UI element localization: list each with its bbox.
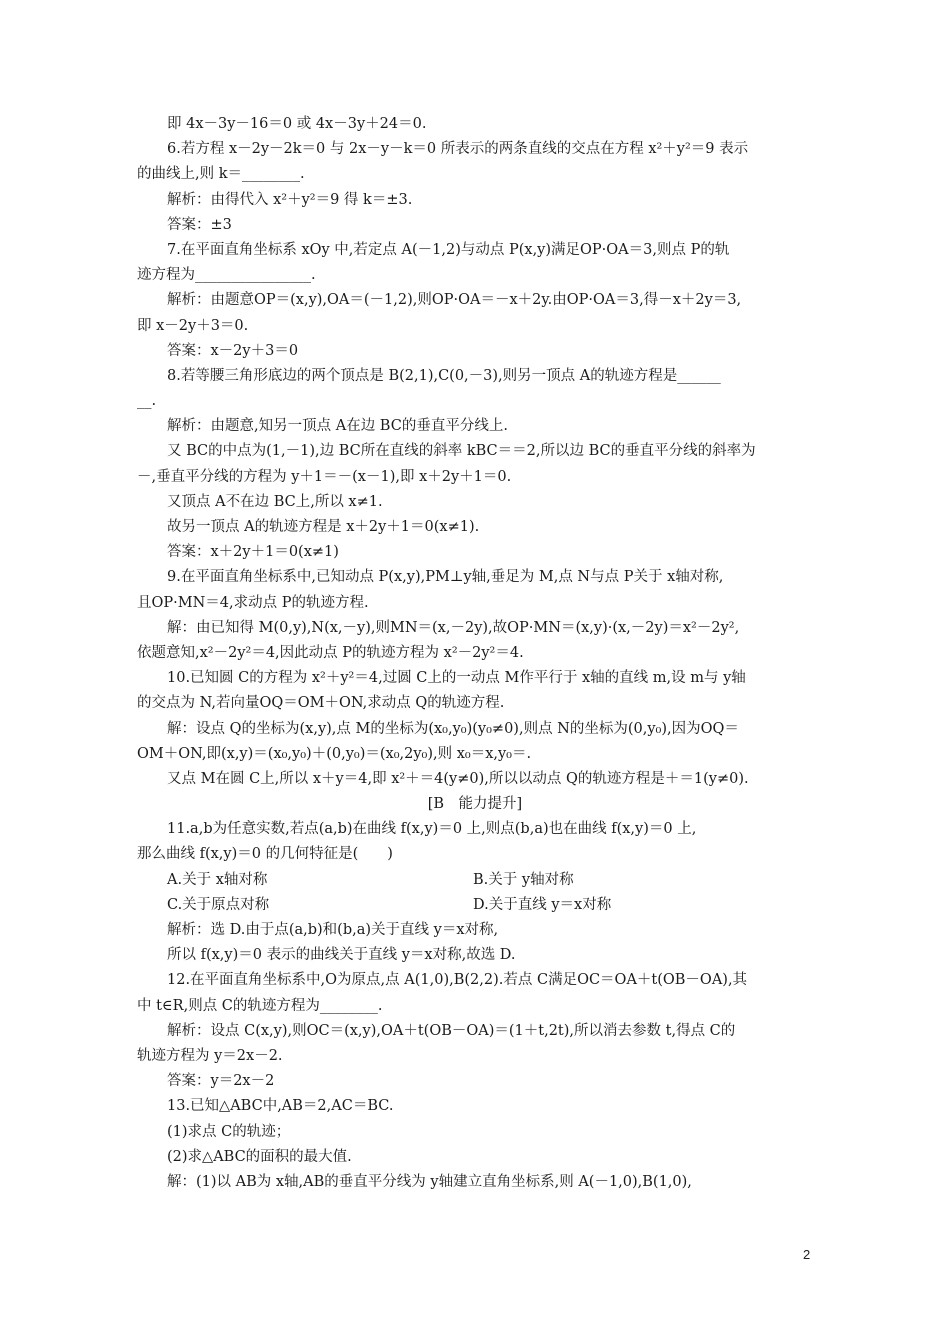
answer-choice: B.关于 y轴对称: [473, 871, 574, 888]
text-line: 解析：由题意OP＝(x,y),OA＝(－1,2),则OP·OA＝－x＋2y.由OP·OA＝3,得－x＋2y＝3,: [167, 292, 742, 309]
text-line: 解析：选 D.由于点(a,b)和(b,a)关于直线 y＝x对称,: [167, 922, 499, 938]
text-line: 解析：由得代入 x²＋y²＝9 得 k＝±3.: [167, 191, 413, 208]
text-line: 迹方程为________________.: [137, 267, 316, 284]
text-line: 答案：x－2y＋3＝0: [167, 342, 299, 359]
text-line: 依题意知,x²－2y²＝4,因此动点 P的轨迹方程为 x²－2y²＝4.: [137, 644, 524, 661]
document-page: [137, 112, 813, 1195]
answer-choices-row: [137, 868, 813, 893]
text-line: 7.在平面直角坐标系 xOy 中,若定点 A(－1,2)与动点 P(x,y)满足OP·OA＝3,则点 P的轨: [167, 241, 730, 258]
answer-choice: D.关于直线 y＝x对称: [473, 896, 612, 913]
text-line: 又点 M在圆 C上,所以 x＋y＝4,即 x²＋＝4(y≠0),所以以动点 Q的轨迹方程是＋＝1(y≠0).: [167, 770, 749, 787]
text-line: 即 4x－3y－16＝0 或 4x－3y＋24＝0.: [167, 116, 427, 132]
text-line: 中 t∈R,则点 C的轨迹方程为________.: [137, 997, 383, 1014]
text-line: 11.a,b为任意实数,若点(a,b)在曲线 f(x,y)＝0 上,则点(b,a)也在曲线 f(x,y)＝0 上,: [167, 821, 697, 838]
text-line: 那么曲线 f(x,y)＝0 的几何特征是( ): [137, 846, 393, 863]
text-line: 答案：x＋2y＋1＝0(x≠1): [167, 544, 339, 561]
text-line: 答案：±3: [167, 216, 232, 233]
text-line: (2)求△ABC的面积的最大值.: [167, 1148, 352, 1165]
text-line: 13.已知△ABC中,AB＝2,AC＝BC.: [167, 1098, 394, 1115]
text-line: －,垂直平分线的方程为 y＋1＝－(x－1),即 x＋2y＋1＝0.: [137, 468, 512, 485]
section-heading: [B 能力提升]: [427, 796, 523, 813]
text-line: 10.已知圆 C的方程为 x²＋y²＝4,过圆 C上的一动点 M作平行于 x轴的直线 m,设 m与 y轴: [167, 670, 746, 687]
text-line: __.: [137, 393, 157, 410]
text-line: 且OP·MN＝4,求动点 P的轨迹方程.: [137, 594, 369, 611]
text-line: 故另一顶点 A的轨迹方程是 x＋2y＋1＝0(x≠1).: [167, 519, 480, 535]
text-line: 所以 f(x,y)＝0 表示的曲线关于直线 y＝x对称,故选 D.: [167, 947, 516, 964]
text-line: 12.在平面直角坐标系中,O为原点,点 A(1,0),B(2,2).若点 C满足OC＝OA＋t(OB－OA),其: [167, 972, 748, 989]
answer-choices-row: [137, 893, 813, 918]
text-line: 解析：由题意,知另一顶点 A在边 BC的垂直平分线上.: [167, 418, 508, 435]
text-line: 9.在平面直角坐标系中,已知动点 P(x,y),PM⊥y轴,垂足为 M,点 N与点 P关于 x轴对称,: [167, 569, 724, 586]
text-line: 的交点为 N,若向量OQ＝OM＋ON,求动点 Q的轨迹方程.: [137, 695, 505, 712]
answer-choice: A.关于 x轴对称: [167, 871, 268, 888]
page-number: 2: [803, 1247, 811, 1262]
text-line: (1)求点 C的轨迹；: [167, 1123, 291, 1140]
text-line: 即 x－2y＋3＝0.: [137, 317, 249, 334]
text-line: 的曲线上,则 k＝________.: [137, 166, 305, 183]
text-line: 轨迹方程为 y＝2x－2.: [137, 1047, 283, 1064]
text-line: 解：由已知得 M(0,y),N(x,－y),则MN＝(x,－2y),故OP·MN＝(x,y)·(x,－2y)＝x²－2y²,: [167, 619, 740, 636]
answer-choice: C.关于原点对称: [167, 896, 270, 913]
text-line: 又顶点 A不在边 BC上,所以 x≠1.: [167, 493, 383, 510]
text-line: 解：(1)以 AB为 x轴,AB的垂直平分线为 y轴建立直角坐标系,则 A(－1,0),B(1,0),: [167, 1173, 692, 1190]
text-line: 答案：y＝2x－2: [167, 1073, 275, 1090]
text-line: 6.若方程 x－2y－2k＝0 与 2x－y－k＝0 所表示的两条直线的交点在方程 x²＋y²＝9 表示: [167, 141, 749, 158]
text-line: 8.若等腰三角形底边的两个顶点是 B(2,1),C(0,－3),则另一顶点 A的轨迹方程是______: [167, 367, 721, 384]
text-line: 解析：设点 C(x,y),则OC＝(x,y),OA＋t(OB－OA)＝(1＋t,2t),所以消去参数 t,得点 C的: [167, 1022, 736, 1039]
text-line: 解：设点 Q的坐标为(x,y),点 M的坐标为(x₀,y₀)(y₀≠0),则点 N的坐标为(0,y₀),因为OQ＝: [167, 720, 739, 737]
text-line: 又 BC的中点为(1,－1),边 BC所在直线的斜率 kBC＝＝2,所以边 BC的垂直平分线的斜率为: [167, 443, 756, 460]
text-line: OM＋ON,即(x,y)＝(x₀,y₀)＋(0,y₀)＝(x₀,2y₀),则 x₀＝x,y₀＝.: [137, 745, 532, 762]
